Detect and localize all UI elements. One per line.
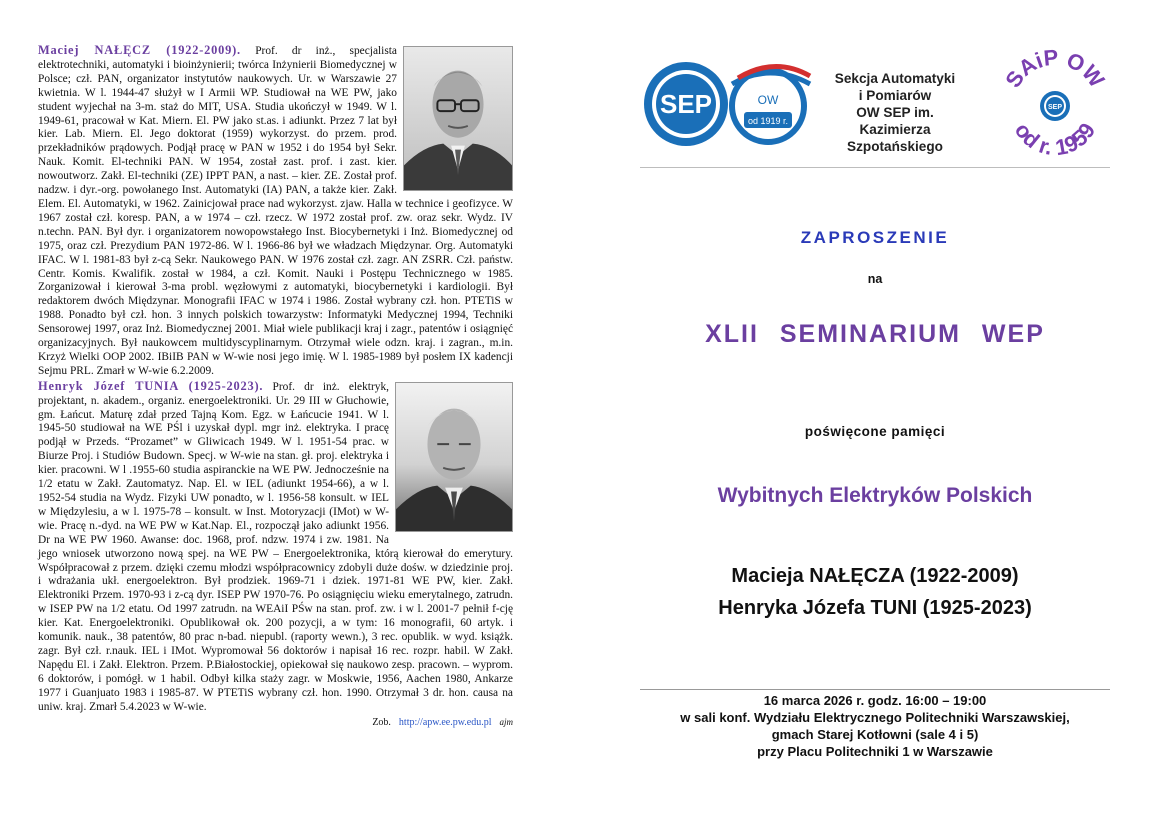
saip-logo-center: SEP <box>1047 104 1063 111</box>
svg-text:od r. 1959 <box>1010 118 1101 160</box>
event-building: gmach Starej Kotłowni (sale 4 i 5) <box>771 727 979 742</box>
source-link[interactable]: http://apw.ee.pw.edu.pl <box>398 716 492 728</box>
source-footer <box>38 717 513 728</box>
sep-logo-ow: OW <box>757 93 779 107</box>
event-details <box>640 692 1110 760</box>
bio-text-tunia: Prof. dr inż. elektryk, projektant, n. akadem., organiz. energoelektroniki. Ur. 29 III w Głuchowie, gm. Łańcut. Maturę zdał przed Tajną Kom. Egz. w Łańcucie 1941. W l. 1945-50 studiował na WE PŚl i uzyskał dypl. mgr inż. elektryka. I pracę podjął w Przeds. “Prozamet” w Gliwicach 1949. W l. 1951-54 prac. w Biurze Proj. i Studiów Budown. Specj. w W-wie na stan. gł. proj. elektryka i kier. pracowni. W l .1955-60 studia aspiranckie na WE PW. Jednocześnie na 1/2 etatu w Zakł. Zautomatyz. Nap. El. w IEL (adiunkt 1954-66), a w l. 1952-54 studia na Wydz. Fizyki UW ponadto, w l. 1956-58 konsult. w IEL w Międzylesiu, a w l. 1975-78 – konsult. w Inst. Motoryzacji (IMot) w W-wie. Pracę n.-dyd. na WE PW w Kat.Nap. El., rozpoczął jako adiunkt 1956. Dr na WE PW 1960. Awanse: doc. 1968, prof. ndzw. 1974 i zw. 1981. Na jego wniosek utworzono nową spej. na WE PW – Energoelektronika, którą kierował do emerytury. Współpracował z przem. dzięki czemu młodzi współpracownicy zdobyli duże dośw. w dziedzinie proj. i wdrażania ukł. energoelektron. Był prodziek. 1969-71 i dziek. 1971-81 WE PW, kier. Zakł. Elektroniki Przem. 1970-93 i z-cą dyr. ISEP PW 1970-76. Po osiągnięciu wieku emerytalnego, zatrudn. w ISEP PW na 1/2 etatu. Od 1997 zatrudn. na WEAiI PŚw na stan. prof. zw. i w l. 2001-7 pełnił f-cję kier. Kat. Energoelektroniki. Opublikował ok. 200 pozycji, a w tym: 16 monografii, 60 artyk. i komunik. nauk., 38 patentów, 80 prac n-bad. niepubl. (raporty wewn.), 3 rec. opublik. w wyd. książk. zagr. Był czł. r.nauk. IEL i IMot. Wypromował 56 doktorów i napisał 16 rec. rozpr. habil. W Zakł. Napędu El. i Zakł. Elektron. Przem. P.Białostockiej, opiekował się naukowo zesp. pracown. – wyprom. 6 doktorów, i pomógł. w 1 habil. Odbył kilka staży zagr. w Moskwie, 1956, Aachen 1980, Ankarze 1977 i Guanjuato 1983 i 1985-87. W PTETiS wybrany czł. hon. 1990. Otrzymał 3 dr. hon. causa na uniw. kraj. Zmarł 5.4.2023 w W-wie. <box>38 380 513 713</box>
seminar-title: XLII SEMINARIUM WEP <box>705 320 1045 348</box>
honoree-name-2: Henryka Józefa TUNI (1925-2023) <box>718 597 1032 619</box>
biography-page <box>38 44 513 774</box>
bio-name-tunia: Henryk Józef TUNIA (1925-2023). <box>38 378 264 393</box>
invitation-page <box>640 44 1110 774</box>
saip-logo-bottom: od r. 1959 <box>1009 118 1101 161</box>
event-address: przy Placu Politechniki 1 w Warszawie <box>757 744 993 759</box>
tribute-title: Wybitnych Elektryków Polskich <box>717 484 1033 507</box>
sep-logo-since: od 1919 r. <box>747 116 789 126</box>
section-name-line-4: Szpotańskiego <box>847 139 943 154</box>
source-label: Zob. <box>372 716 391 728</box>
biography-nalecz <box>38 44 513 379</box>
sep-logo-text: SEP <box>659 89 713 119</box>
devoted-line: poświęcone pamięci <box>804 424 946 439</box>
saip-logo <box>1000 46 1110 164</box>
honoree-name-1: Macieja NAŁĘCZA (1922-2009) <box>731 565 1019 587</box>
author-initials: ajm <box>499 716 513 727</box>
portrait-photo-tunia <box>395 382 513 532</box>
sep-logo <box>640 54 815 154</box>
event-venue: w sali konf. Wydziału Elektrycznego Politechniki Warszawskiej, <box>680 710 1070 725</box>
invitation-header <box>640 44 1110 168</box>
saip-logo-top: SAiP OW <box>1000 46 1110 93</box>
svg-text:SAiP OW <box>1000 46 1109 92</box>
divider <box>640 689 1110 690</box>
bio-name-nalecz: Maciej NAŁĘCZ (1922-2009). <box>38 43 241 57</box>
section-name-line-1: Sekcja Automatyki <box>834 71 956 86</box>
invitation-title: ZAPROSZENIE <box>800 228 950 247</box>
bio-text-nalecz: Prof. dr inż., specjalista elektrotechniki, automatyki i bioinżynierii; twórca Inżynierii Biomedycznej w Polsce; czł. PAN, organizator instytutów naukowych. Ur. w Warszawie 27 kwietnia. W l. 1944-47 służył w I Armii WP. Studiował na WE PW, jako student wyjechał na 3-m. staż do MIT, USA. Studia ukończył w 1949. W l. 1949-61, pracował w Kat. Miern. El. PW jako st.as. i adiunkt. Przez 7 lat był kier. Lab. Miern. El. Jego doktorat (1959) wykorzyst. do przem. prod. przekładników prądowych. Podjął pracę w PAN w 1952 i do 1954 był Sekr. Nauk. Komit. El-techniki PAN. W 1954, został zast. prof. i zast. kier. nowoutworz. Zakł. El-techniki (ZE) IPPT PAN, a nast. – kier. ZE. Został prof. nadzw. i dyr.-org. powołanego Inst. Automatyki (IA) PAN, a także kier. Zakł. Elem. El. Automatyki, w 1962. Zainicjował prace nad wykorzyst. zjaw. Halla w technice i geofizyce. W 1967 został czł. koresp. PAN, a w 1974 – czł. rzecz. W 1972 został prof. zw. oraz sekr. Wydz. IV n.techn. PAN. Był dyr. i organizatorem nowopowstałego Inst. Biocybernetyki i Inż. Biomedycznej od 1975, oraz czł. Prezydium PAN 1972-86. W l. 1966-86 był we władzach Międzynar. Org. Automatyki IFAC. W l. 1981-83 był z-cą Sekr. Naukowego PAN. W 1976 został czł. zagr. AN ZSRR. Czł. państw. Centr. Komis. Kwalifik. został w 1984, a czł. Komit. Nauki i Postępu Technicznego w 1985. Zorganizował i kierował 3-ma probl. węzłowymi z automatyki, biocybernetyki i kardiologii. Był redaktorem dwóch Międzynar. Monografii IFAC w 1974 i 1986. Został wybrany czł. hon. PTETiS w 1988. Ponadto był czł. hon. 3 innych polskich towarzystw: Informatyki Medycznej 1994, Techniki Sensorowej 1997, oraz Inż. Biomedycznej 2001. Miał wiele publikacji kraj i zagr., patentów i osiągnięć organizacyjnych. Był naukowcem multidyscyplinarnym. Otrzymał wiele odzn. kraj. i zagran., m.in. Krzyż Wielki OOP 2002. IBiIB PAN w W-wie nosi jego imię. W l. 1985-1989 był posłem IX kadencji Sejmu PRL. Zmarł w W-wie 6.2.2009. <box>38 45 513 377</box>
event-date: 16 marca 2026 r. godz. 16:00 – 19:00 <box>763 693 987 708</box>
invitation-na: na <box>867 272 883 286</box>
honoree-names <box>640 560 1110 624</box>
portrait-photo-nalecz <box>403 46 513 191</box>
section-name-line-2: i Pomiarów <box>858 88 932 103</box>
section-name <box>820 70 970 155</box>
biography-tunia <box>38 380 513 715</box>
section-name-line-3: OW SEP im. Kazimierza <box>856 105 934 137</box>
